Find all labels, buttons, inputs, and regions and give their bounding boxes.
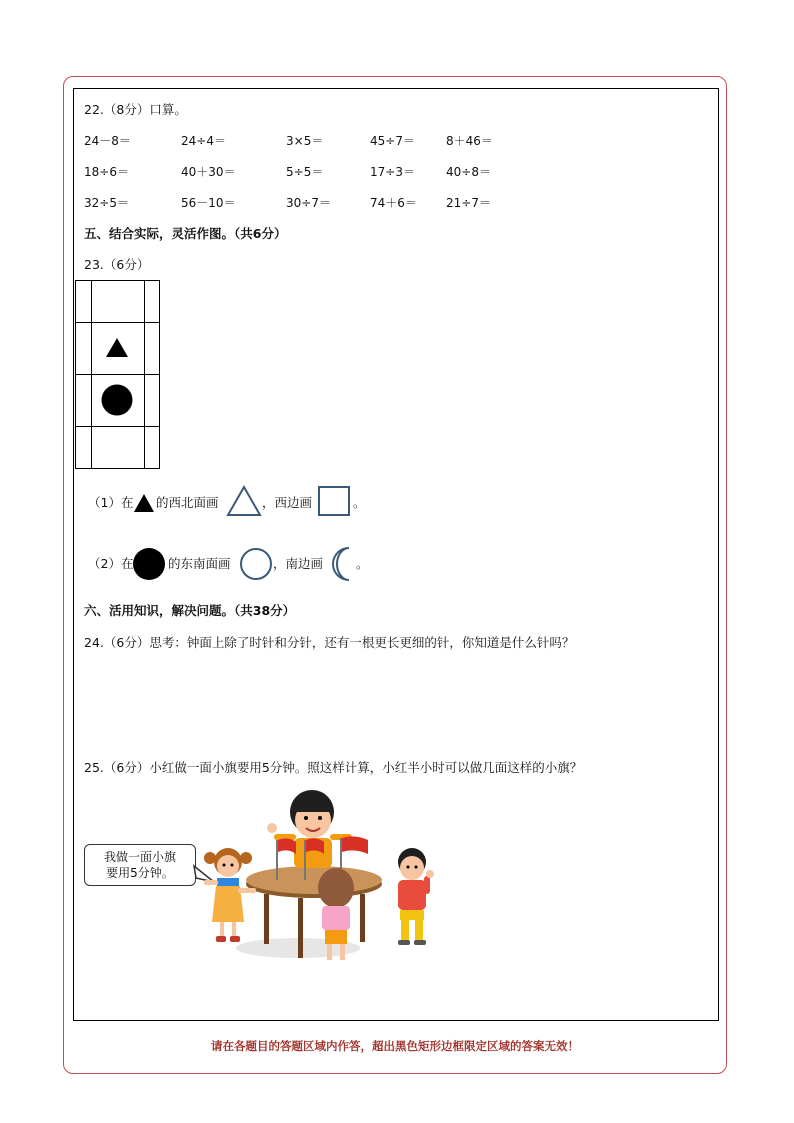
triangle-icon: [133, 493, 155, 513]
q23-part2-middle: 的东南面画: [168, 556, 231, 571]
children-making-flags-illustration: [190, 782, 450, 968]
speech-bubble: [84, 844, 196, 886]
circle-outline-icon: [238, 547, 272, 581]
q23-part2-prefix: （2）在: [88, 556, 134, 571]
q22-item: 32÷5＝: [84, 196, 129, 210]
q24-text: 24.（6分）思考：钟面上除了时针和分针，还有一根更长更细的针，你知道是什么针吗？: [84, 635, 575, 650]
q22-item: 21÷7＝: [446, 196, 491, 210]
q22-item: 40＋30＝: [181, 165, 236, 179]
q23-part1-middle: 的西北面画: [156, 495, 219, 510]
q23-part1-middle2: ，西边画: [262, 495, 313, 510]
q22-item: 40÷8＝: [446, 165, 491, 179]
q22-item: 74＋6＝: [370, 196, 417, 210]
q22-item: 8＋46＝: [446, 134, 493, 148]
q22-item: 17÷3＝: [370, 165, 415, 179]
q22-item: 56－10＝: [181, 196, 236, 210]
q23-part2-middle2: ，南边画: [273, 556, 324, 571]
q23-title: 23.（6分）: [84, 257, 150, 272]
section6-heading: 六、活用知识，解决问题。（共38分）: [84, 603, 296, 618]
q23-part1-end: 。: [353, 495, 366, 510]
q22-item: 18÷6＝: [84, 165, 129, 179]
speech-bubble-line-2: 要用5分钟。: [106, 866, 174, 880]
circle-icon: [132, 547, 166, 581]
q22-item: 45÷7＝: [370, 134, 415, 148]
q22-item: 24－8＝: [84, 134, 131, 148]
q23-part2-end: 。: [356, 556, 369, 571]
square-outline-icon: [317, 486, 353, 518]
triangle-outline-icon: [226, 485, 262, 517]
speech-bubble-line-1: 我做一面小旗: [103, 850, 176, 864]
footer-notice: 请在各题目的答题区域内作答，超出黑色矩形边框限定区域的答案无效！: [211, 1039, 579, 1053]
direction-grid: [75, 280, 161, 470]
q25-text: 25.（6分）小红做一面小旗要用5分钟。照这样计算，小红半小时可以做几面这样的小旗？: [84, 760, 583, 775]
crescent-moon-icon: [329, 546, 357, 582]
q23-part1-prefix: （1）在: [88, 495, 134, 510]
triangle-icon: [106, 338, 128, 357]
section5-heading: 五、结合实际，灵活作图。（共6分）: [84, 226, 287, 241]
q22-item: 30÷7＝: [286, 196, 331, 210]
q22-item: 5÷5＝: [286, 165, 324, 179]
circle-icon: [102, 385, 133, 416]
q22-item: 24÷4＝: [181, 134, 226, 148]
q22-title: 22.（8分）口算。: [84, 102, 187, 117]
q22-item: 3×5＝: [286, 134, 324, 148]
